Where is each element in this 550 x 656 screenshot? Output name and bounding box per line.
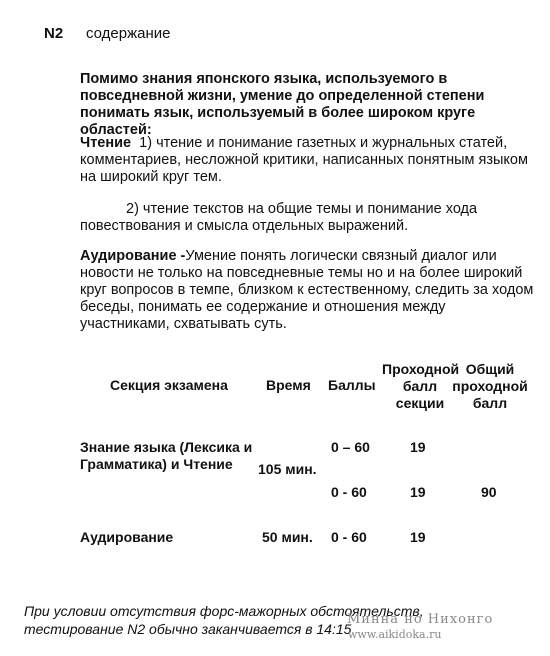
row1-section-line-1: Знание языка (Лексика и <box>80 439 253 455</box>
reading-point-2: 2) чтение текстов на общие темы и понимание хода повествования и смысла отдельных выражений. <box>80 201 478 234</box>
reading-point-1: 1) чтение и понимание газетных и журнальных статей, комментариев, несложной критики, написанных понятным языком на широкий круг тем. <box>80 135 528 185</box>
row2-pass: 19 <box>410 529 426 545</box>
header-total-pass-score <box>452 361 528 412</box>
header-total-line-2: проходной <box>452 378 528 394</box>
footer-note: При условии отсутствия форс-мажорных обстоятельств, тестирование N2 обычно заканчивается в 14:15 <box>24 603 424 637</box>
listening-label: Аудирование - <box>80 248 186 264</box>
watermark-url: www.aikidoka.ru <box>348 628 442 641</box>
section-title: содержание <box>86 25 171 42</box>
header-pass-score <box>382 361 458 412</box>
row1-time: 105 мин. <box>258 461 317 477</box>
header-pass-line-3: секции <box>395 395 445 411</box>
row1-points-a: 0 – 60 <box>331 439 370 455</box>
header-pass-line-2: балл <box>402 378 438 394</box>
listening-text: Умение понять логически связный диалог или новости не только на повседневные темы но и на более широкий круг вопросов в темпе, близком к естественному, следить за ходом беседы, понимать ее содержание и отношения между участниками, схватывать суть. <box>80 248 534 332</box>
reading-paragraph-1 <box>80 135 535 186</box>
row2-points: 0 - 60 <box>331 529 367 545</box>
reading-paragraph-2 <box>80 201 535 235</box>
row1-section-line-2: Грамматика) и Чтение <box>80 456 233 472</box>
row1-points-b: 0 - 60 <box>331 484 367 500</box>
listening-paragraph <box>80 248 535 333</box>
header-points: Баллы <box>328 377 376 393</box>
header-time: Время <box>266 377 311 393</box>
row2-time: 50 мин. <box>262 529 313 545</box>
header-section: Секция экзамена <box>110 377 228 393</box>
header-pass-line-1: Проходной <box>382 361 460 377</box>
intro-paragraph: Помимо знания японского языка, используемого в повседневной жизни, умение до определенной степени понимать язык, используемый в более широком круге областей: <box>80 71 485 138</box>
header-total-line-1: Общий <box>465 361 515 377</box>
level-code: N2 <box>44 25 64 42</box>
watermark-title: Минна но Нихонго <box>347 612 494 627</box>
reading-label: Чтение <box>80 135 132 151</box>
header-total-line-3: балл <box>472 395 508 411</box>
table-row-section <box>80 439 252 473</box>
row1-total: 90 <box>481 484 497 500</box>
row2-section: Аудирование <box>80 529 174 545</box>
row1-pass-b: 19 <box>410 484 426 500</box>
row1-pass-a: 19 <box>410 439 426 455</box>
